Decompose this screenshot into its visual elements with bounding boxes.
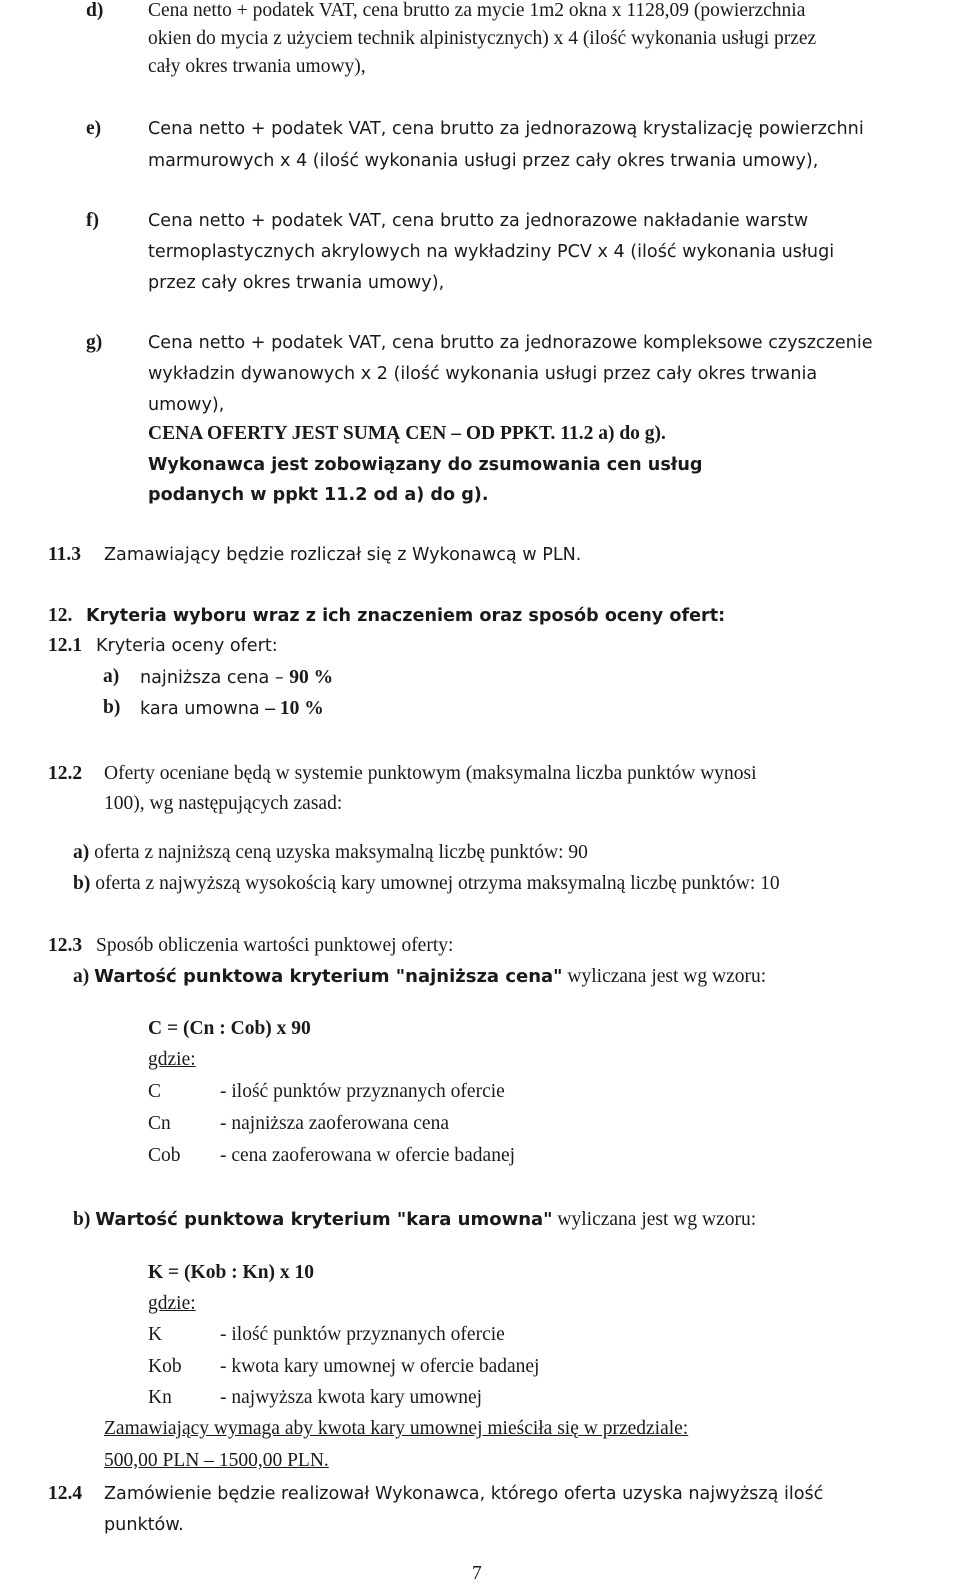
section-12-title: Kryteria wyboru wraz z ich znaczeniem oraz sposób oceny ofert: xyxy=(86,606,726,626)
formula-b-symbol-kn: Kn xyxy=(148,1387,172,1408)
criterion-a-value: 90 % xyxy=(289,667,334,688)
formula-b-desc-kn: - najwyższa kwota kary umownej xyxy=(220,1387,483,1408)
item-e-line1: Cena netto + podatek VAT, cena brutto za jednorazową krystalizację powierzchni xyxy=(148,119,864,139)
criterion-a-marker: a) xyxy=(103,666,120,687)
criterion-b-marker: b) xyxy=(103,697,121,718)
formula-b: K = (Kob : Kn) x 10 xyxy=(148,1262,315,1283)
section-12-4-line2: punktów. xyxy=(104,1515,184,1535)
penalty-range-values: 500,00 PLN – 1500,00 PLN. xyxy=(104,1450,329,1471)
section-12-4-line1: Zamówienie będzie realizował Wykonawca, którego oferta uzyska najwyższą ilość xyxy=(104,1484,824,1504)
formula-a-symbol-c: C xyxy=(148,1081,162,1102)
section-11-3-number: 11.3 xyxy=(48,544,82,565)
item-d-line3: cały okres trwania umowy), xyxy=(148,56,366,77)
rule-b-text: oferta z najwyższą wysokością kary umownej otrzyma maksymalną liczbę punktów: 10 xyxy=(90,873,780,894)
section-11-3-text: Zamawiający będzie rozliczał się z Wykonawcą w PLN. xyxy=(104,545,582,565)
summation-note-line2: podanych w ppkt 11.2 od a) do g). xyxy=(148,485,489,505)
formula-a-rest: wyliczana jest wg wzoru: xyxy=(562,966,767,987)
criterion-a-text: najniższa cena – xyxy=(140,668,290,688)
item-e-marker: e) xyxy=(86,118,102,139)
criterion-b-text: kara umowna xyxy=(140,699,266,719)
formula-b-symbol-k: K xyxy=(148,1324,163,1345)
item-f-line3: przez cały okres trwania umowy), xyxy=(148,273,445,293)
formula-a: C = (Cn : Cob) x 90 xyxy=(148,1018,311,1039)
rule-a-line xyxy=(73,842,588,864)
page-number: 7 xyxy=(472,1563,482,1584)
criterion-a-line xyxy=(140,667,333,689)
section-12-2-line1: Oferty oceniane będą w systemie punktowym (maksymalna liczba punktów wynosi xyxy=(104,763,757,784)
formula-b-symbol-kob: Kob xyxy=(148,1356,182,1377)
summation-note-line1: Wykonawca jest zobowiązany do zsumowania cen usług xyxy=(148,455,703,475)
formula-b-rest: wyliczana jest wg wzoru: xyxy=(552,1209,757,1230)
item-e-line2: marmurowych x 4 (ilość wykonania usługi przez cały okres trwania umowy), xyxy=(148,151,819,171)
item-d-line2: okien do mycia z użyciem technik alpinistycznych) x 4 (ilość wykonania usługi przez xyxy=(148,28,817,49)
item-d-marker: d) xyxy=(86,0,104,21)
rule-b-line xyxy=(73,873,780,895)
criterion-b-value: – 10 % xyxy=(265,698,324,719)
section-12-4-number: 12.4 xyxy=(48,1483,83,1504)
section-12-3-number: 12.3 xyxy=(48,935,83,956)
formula-b-desc-kob: - kwota kary umownej w ofercie badanej xyxy=(220,1356,540,1377)
formula-a-intro xyxy=(73,966,766,988)
formula-a-symbol-cob: Cob xyxy=(148,1145,181,1166)
total-price-note: CENA OFERTY JEST SUMĄ CEN – OD PPKT. 11.2 a) do g). xyxy=(148,423,666,444)
formula-b-where: gdzie: xyxy=(148,1293,196,1314)
rule-a-marker: a) xyxy=(73,842,90,863)
section-12-2-number: 12.2 xyxy=(48,763,83,784)
formula-b-title: Wartość punktowa kryterium "kara umowna" xyxy=(95,1209,553,1230)
formula-a-symbol-cn: Cn xyxy=(148,1113,171,1134)
formula-a-desc-cn: - najniższa zaoferowana cena xyxy=(220,1113,449,1134)
section-12-2-line2: 100), wg następujących zasad: xyxy=(104,793,343,814)
formula-a-title: Wartość punktowa kryterium "najniższa cena" xyxy=(94,966,563,987)
item-g-line1: Cena netto + podatek VAT, cena brutto za jednorazowe kompleksowe czyszczenie xyxy=(148,333,873,353)
section-12-3-text: Sposób obliczenia wartości punktowej oferty: xyxy=(96,935,454,956)
formula-b-desc-k: - ilość punktów przyznanych ofercie xyxy=(220,1324,505,1345)
formula-b-marker: b) xyxy=(73,1209,91,1230)
formula-a-desc-cob: - cena zaoferowana w ofercie badanej xyxy=(220,1145,516,1166)
penalty-range-requirement: Zamawiający wymaga aby kwota kary umownej mieściła się w przedziale: xyxy=(104,1418,689,1439)
criterion-b-line xyxy=(140,698,324,720)
item-g-line3: umowy), xyxy=(148,395,225,415)
item-g-marker: g) xyxy=(86,332,103,353)
formula-a-where: gdzie: xyxy=(148,1049,196,1070)
formula-a-desc-c: - ilość punktów przyznanych ofercie xyxy=(220,1081,505,1102)
item-f-line1: Cena netto + podatek VAT, cena brutto za jednorazowe nakładanie warstw xyxy=(148,211,809,231)
formula-a-marker: a) xyxy=(73,966,90,987)
item-f-marker: f) xyxy=(86,210,99,231)
section-12-1-text: Kryteria oceny ofert: xyxy=(96,636,278,656)
section-12-1-number: 12.1 xyxy=(48,635,83,656)
item-d-line1: Cena netto + podatek VAT, cena brutto za mycie 1m2 okna x 1128,09 (powierzchnia xyxy=(148,0,806,21)
item-f-line2: termoplastycznych akrylowych na wykładziny PCV x 4 (ilość wykonania usługi xyxy=(148,242,835,262)
section-12-number: 12. xyxy=(48,605,73,626)
rule-b-marker: b) xyxy=(73,873,91,894)
item-g-line2: wykładzin dywanowych x 2 (ilość wykonania usługi przez cały okres trwania xyxy=(148,364,818,384)
formula-b-intro xyxy=(73,1209,756,1231)
rule-a-text: oferta z najniższą ceną uzyska maksymalną liczbę punktów: 90 xyxy=(89,842,588,863)
